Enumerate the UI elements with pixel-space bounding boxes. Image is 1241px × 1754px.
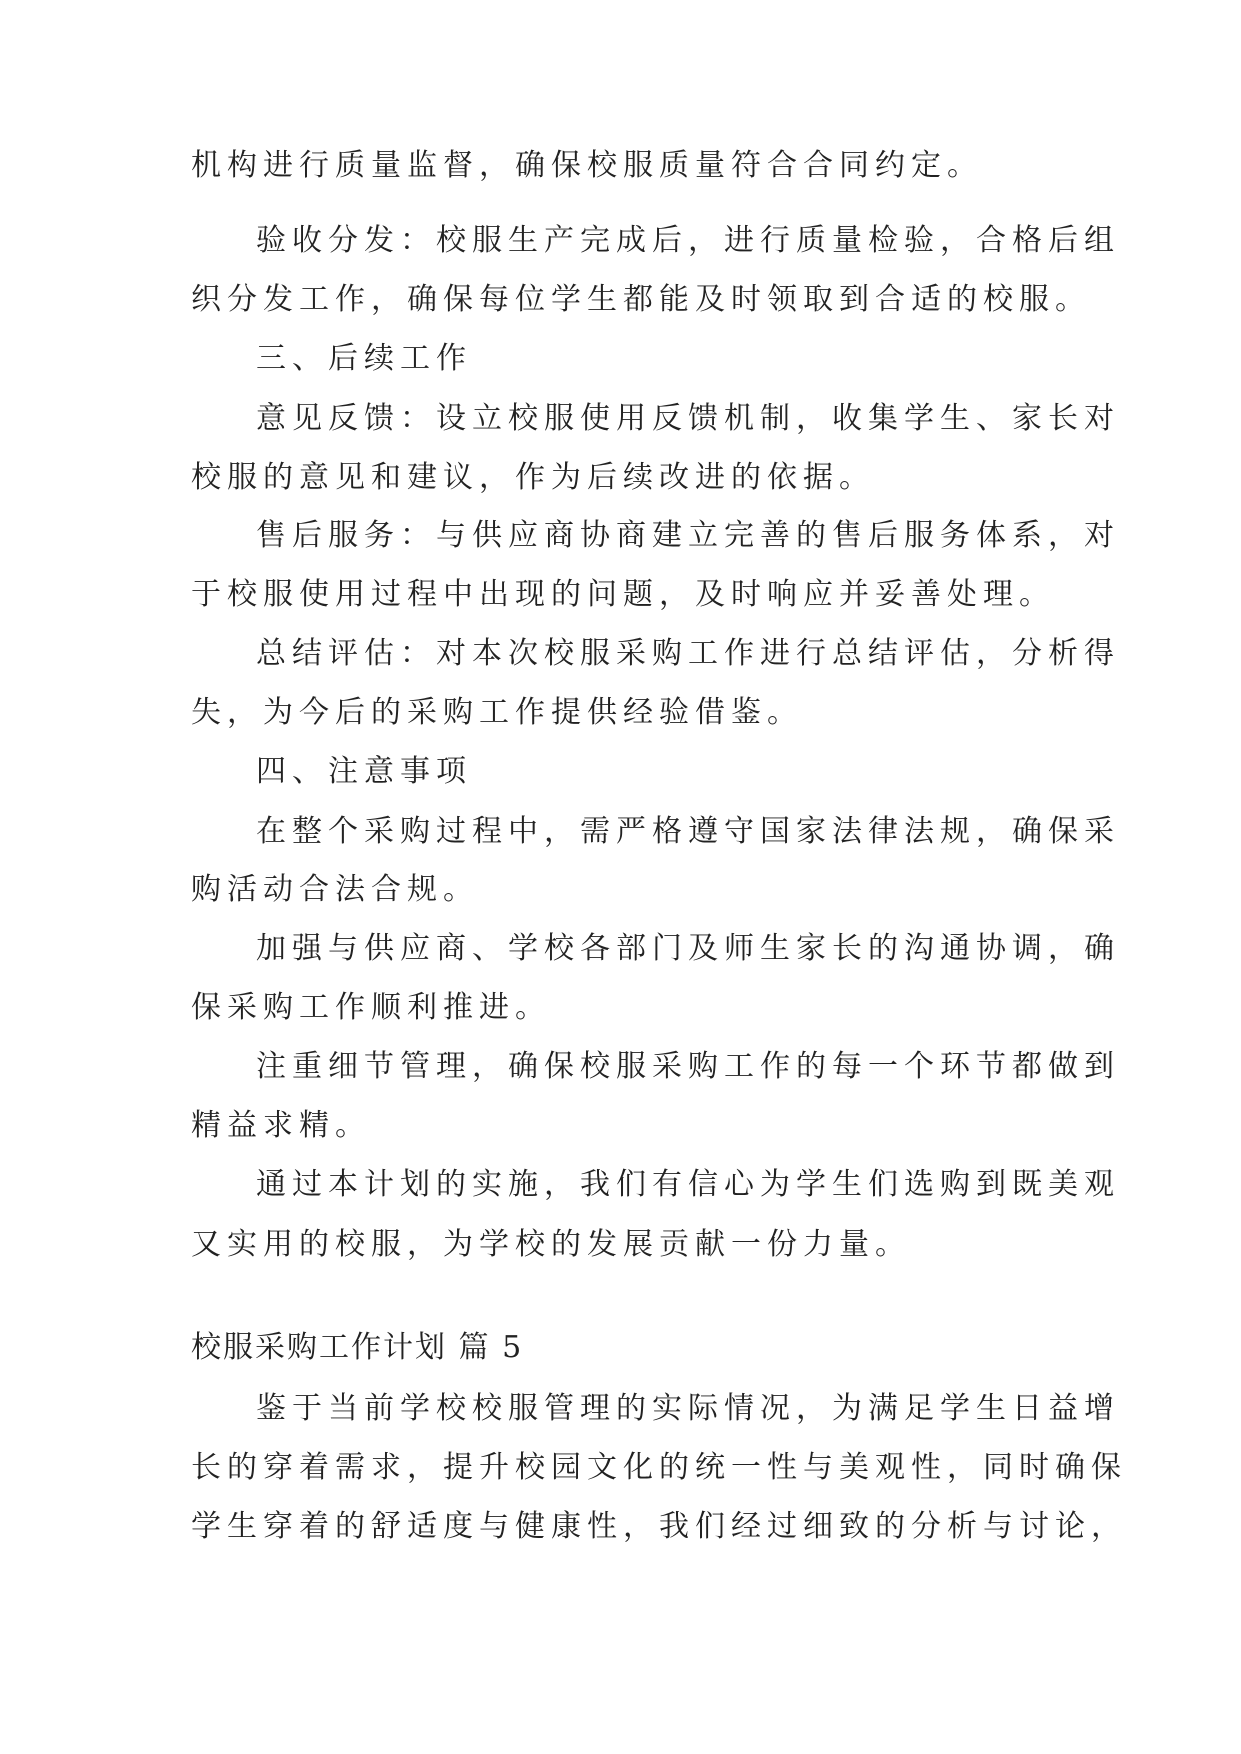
article-title: 校服采购工作计划 篇 5	[191, 1330, 524, 1365]
paragraph-line: 保采购工作顺利推进。	[191, 990, 551, 1025]
paragraph-line: 购活动合法合规。	[191, 872, 479, 907]
paragraph-line: 精益求精。	[191, 1108, 371, 1143]
paragraph-line: 校服的意见和建议，作为后续改进的依据。	[191, 460, 875, 495]
paragraph-line: 注重细节管理，确保校服采购工作的每一个环节都做到	[256, 1049, 1120, 1084]
paragraph-line: 鉴于当前学校校服管理的实际情况，为满足学生日益增	[256, 1391, 1120, 1426]
paragraph-line: 通过本计划的实施，我们有信心为学生们选购到既美观	[256, 1167, 1120, 1202]
paragraph-line: 在整个采购过程中，需严格遵守国家法律法规，确保采	[256, 814, 1120, 849]
paragraph-line: 机构进行质量监督，确保校服质量符合合同约定。	[191, 148, 983, 183]
paragraph-line: 于校服使用过程中出现的问题，及时响应并妥善处理。	[191, 577, 1055, 612]
paragraph-line: 学生穿着的舒适度与健康性，我们经过细致的分析与讨论，	[191, 1509, 1127, 1544]
section-heading: 三、后续工作	[256, 341, 472, 376]
paragraph-line: 又实用的校服，为学校的发展贡献一份力量。	[191, 1227, 911, 1262]
section-heading: 四、注意事项	[256, 754, 472, 789]
paragraph-line: 验收分发：校服生产完成后，进行质量检验，合格后组	[256, 223, 1120, 258]
paragraph-line: 长的穿着需求，提升校园文化的统一性与美观性，同时确保	[191, 1450, 1127, 1485]
paragraph-line: 织分发工作，确保每位学生都能及时领取到合适的校服。	[191, 282, 1091, 317]
paragraph-line: 加强与供应商、学校各部门及师生家长的沟通协调，确	[256, 931, 1120, 966]
paragraph-line: 总结评估：对本次校服采购工作进行总结评估，分析得	[256, 636, 1120, 671]
paragraph-line: 失，为今后的采购工作提供经验借鉴。	[191, 695, 803, 730]
paragraph-line: 意见反馈：设立校服使用反馈机制，收集学生、家长对	[256, 401, 1120, 436]
paragraph-line: 售后服务：与供应商协商建立完善的售后服务体系，对	[256, 518, 1120, 553]
